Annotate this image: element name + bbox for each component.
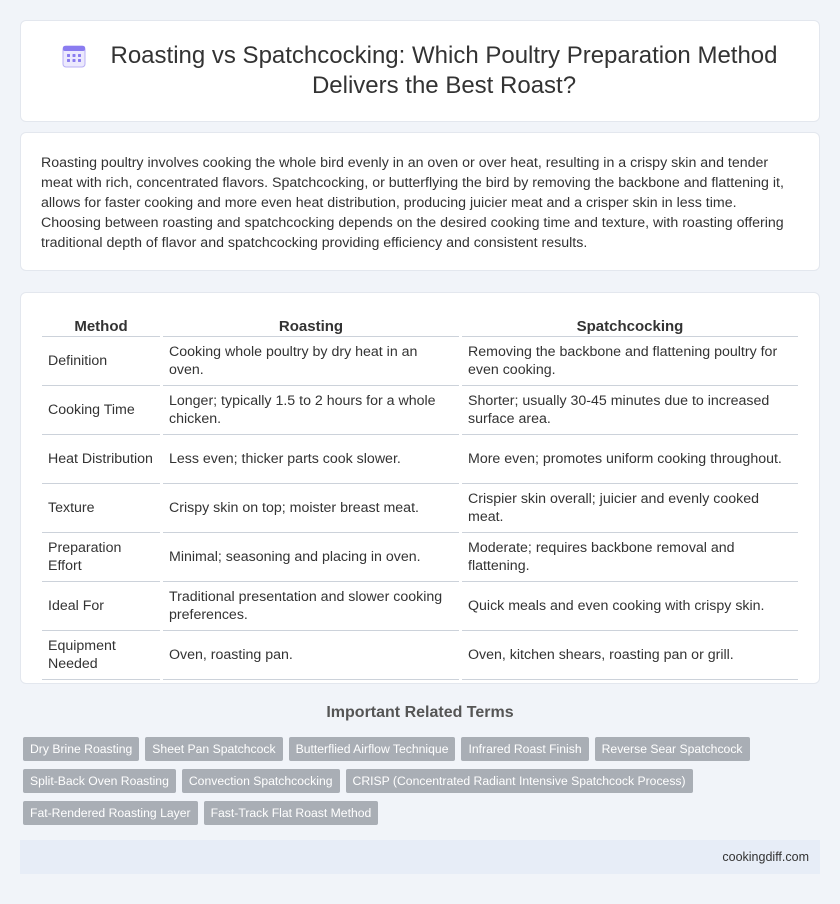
- related-term-tag[interactable]: Sheet Pan Spatchcock: [145, 737, 282, 761]
- cell-roasting: Traditional presentation and slower cooking preferences.: [163, 582, 459, 631]
- cell-method: Equipment Needed: [42, 631, 160, 680]
- intro-card: [20, 132, 820, 271]
- cell-spatchcocking: Crispier skin overall; juicier and evenly cooked meat.: [462, 484, 798, 533]
- cell-method: Definition: [42, 337, 160, 386]
- footer: [20, 840, 820, 874]
- related-term-tag[interactable]: Reverse Sear Spatchcock: [595, 737, 750, 761]
- cell-roasting: Longer; typically 1.5 to 2 hours for a whole chicken.: [163, 386, 459, 435]
- cell-roasting: Oven, roasting pan.: [163, 631, 459, 680]
- related-term-tag[interactable]: Fat-Rendered Roasting Layer: [23, 801, 198, 825]
- table-row: [42, 631, 798, 680]
- comparison-table: [39, 313, 801, 680]
- header-method: Method: [42, 313, 160, 337]
- calendar-grid-icon: [61, 43, 87, 69]
- title-card: [20, 20, 820, 122]
- related-term-tag[interactable]: CRISP (Concentrated Radiant Intensive Spatchcock Process): [346, 769, 693, 793]
- cell-method: Ideal For: [42, 582, 160, 631]
- cell-spatchcocking: Shorter; usually 30-45 minutes due to increased surface area.: [462, 386, 798, 435]
- cell-spatchcocking: Moderate; requires backbone removal and flattening.: [462, 533, 798, 582]
- table-row: [42, 582, 798, 631]
- table-row: [42, 435, 798, 484]
- cell-method: Preparation Effort: [42, 533, 160, 582]
- related-term-tag[interactable]: Infrared Roast Finish: [461, 737, 588, 761]
- related-term-tag[interactable]: Split-Back Oven Roasting: [23, 769, 176, 793]
- cell-method: Cooking Time: [42, 386, 160, 435]
- page-title: Roasting vs Spatchcocking: Which Poultry Preparation Method Delivers the Best Roast?: [110, 42, 778, 99]
- cell-spatchcocking: Removing the backbone and flattening poultry for even cooking.: [462, 337, 798, 386]
- table-row: [42, 484, 798, 533]
- header-spatchcocking: Spatchcocking: [462, 313, 798, 337]
- intro-paragraph: Roasting poultry involves cooking the whole bird evenly in an oven or over heat, resulting in a crispy skin and tender meat with rich, concentrated flavors. Spatchcocking, or butterflying the bird by removing the backbone and flattening it, allows for faster cooking and more even heat distribution, producing juicier meat and a crisper skin in less time. Choosing between roasting and spatchcocking depends on the desired cooking time and texture, with roasting offering traditional depth of flavor and spatchcocking providing efficiency and consistent results.: [41, 155, 784, 251]
- cell-method: Texture: [42, 484, 160, 533]
- cell-roasting: Less even; thicker parts cook slower.: [163, 435, 459, 484]
- cell-roasting: Cooking whole poultry by dry heat in an oven.: [163, 337, 459, 386]
- table-row: [42, 533, 798, 582]
- comparison-card: [20, 292, 820, 684]
- footer-site-link[interactable]: cookingdiff.com: [722, 850, 809, 864]
- cell-method: Heat Distribution: [42, 435, 160, 484]
- related-terms-heading: Important Related Terms: [326, 704, 514, 721]
- cell-spatchcocking: Oven, kitchen shears, roasting pan or grill.: [462, 631, 798, 680]
- related-term-tag[interactable]: Fast-Track Flat Roast Method: [204, 801, 379, 825]
- related-terms-list: [23, 737, 803, 825]
- header-roasting: Roasting: [163, 313, 459, 337]
- cell-spatchcocking: Quick meals and even cooking with crispy skin.: [462, 582, 798, 631]
- table-row: [42, 337, 798, 386]
- related-term-tag[interactable]: Dry Brine Roasting: [23, 737, 139, 761]
- cell-spatchcocking: More even; promotes uniform cooking throughout.: [462, 435, 798, 484]
- table-header-row: [42, 313, 798, 337]
- table-row: [42, 386, 798, 435]
- related-term-tag[interactable]: Convection Spatchcocking: [182, 769, 340, 793]
- related-term-tag[interactable]: Butterflied Airflow Technique: [289, 737, 456, 761]
- cell-roasting: Crispy skin on top; moister breast meat.: [163, 484, 459, 533]
- cell-roasting: Minimal; seasoning and placing in oven.: [163, 533, 459, 582]
- title-wrap: [61, 41, 779, 101]
